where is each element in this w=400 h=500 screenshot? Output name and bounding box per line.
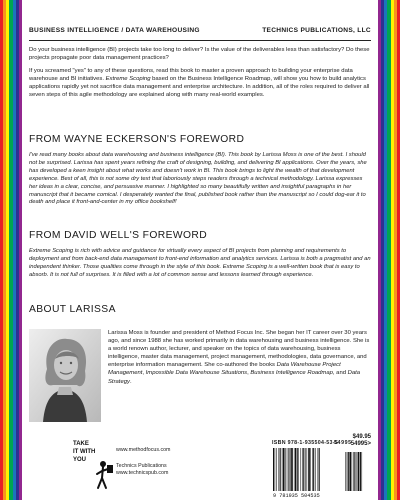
book-title-emphasis: Extreme Scoping [105, 76, 151, 82]
about-separator-2: , [247, 370, 251, 377]
barcode-bar [290, 448, 291, 491]
header-bar [29, 27, 371, 41]
barcode-bar [307, 448, 308, 491]
barcode-bar [302, 448, 303, 491]
barcode-bar [308, 448, 310, 491]
isbn-label: ISBN 978-1-935504-53-5 [272, 440, 339, 446]
barcode-addon-bar [358, 452, 360, 491]
barcode-digits: 9 781935 504535 [273, 493, 320, 499]
publisher-name: Technics Publications [116, 462, 167, 469]
logo-line-3: YOU [73, 457, 87, 463]
barcode-bar [315, 448, 316, 491]
author-photo [29, 329, 101, 422]
barcode-bar [318, 448, 319, 491]
barcode-bar [313, 448, 314, 491]
intro-paragraph-1: Do your business intelligence (BI) projects take too long to deliver? Is the value of the deliverables less than satisfactory? Do these projects propagate poor data management practices? [29, 47, 370, 61]
price: $49.95 [352, 434, 371, 440]
barcode-addon-bar [360, 452, 361, 491]
barcode-addon-bar [357, 452, 358, 491]
foreword-2-text: Extreme Scoping is rich with advice and guidance for virtually every aspect of BI projects from planning and requirements to deployment and from back-end data management to front-end information and analytics services. Larissa is both a pragmatist and an independent thinker. Those qualities come through in the style of this book. Extreme Scoping is a well-written book that is easy to absorb. It is not full of surprises. It is filled with a lot of common sense and lessons learned through experience. [29, 248, 371, 278]
barcode-addon-bar [362, 452, 363, 491]
barcode-addon-bar [349, 452, 351, 491]
about-separator-3: , and [332, 370, 348, 377]
barcode-bar [273, 448, 274, 491]
barcode-addon-bar [347, 452, 348, 491]
barcode-bar [312, 448, 313, 491]
back-cover-page [29, 0, 371, 500]
about-bio: Larissa Moss is founder and president of Method Focus Inc. She began her IT career over 30 years ago, and since 1988 she has worked primarily in data warehousing and business intelligence. She is a world renown author, lecturer, and speaker on the topics of data warehousing, business intelligence, master data management, project management, methodologies, data governance, and enterprise information management. She co-authored the books [108, 330, 370, 369]
about-heading: ABOUT LARISSA [29, 304, 116, 315]
price-block [351, 434, 371, 448]
barcode-bar [303, 448, 304, 491]
barcode-addon-code: 54995 [334, 440, 352, 446]
intro-text-b: based on the Business Intelligence Roadmap, will show you how to build analytics applications rapidly yet not sacrifice data management and enterprise architecture. In addition, all of the roles required to deliver all seven steps of this agile methodology are explained along with many real-world examples. [29, 76, 370, 98]
barcode-bar [297, 448, 298, 491]
logo-line-1: TAKE [73, 441, 89, 447]
book-title-3: Business Intelligence Roadmap [250, 370, 333, 377]
barcode-addon-bar [353, 452, 354, 491]
logo-line-2: IT WITH [73, 449, 96, 455]
barcode-bar [276, 448, 277, 491]
barcode-bar [298, 448, 299, 491]
take-it-with-you-logo [69, 436, 115, 490]
barcode-bar [275, 448, 276, 491]
book-title-2: Impossible Data Warehouse Situations [145, 370, 248, 377]
price-code: 54995> [350, 441, 371, 447]
about-end: . [129, 378, 132, 385]
barcode-addon-bar [345, 452, 346, 491]
intro-text-a: If you screamed "yes" to any of these questions, read this book to master a proven approach to building your enterprise data warehouse and BI initiatives. [29, 68, 353, 82]
barcode-bar [282, 448, 283, 491]
intro-section [29, 46, 371, 104]
barcode-bar [301, 448, 302, 491]
color-stripe [19, 0, 22, 500]
barcode-addon-bar [352, 452, 353, 491]
foreword-1-text: I've read many books about data warehousing and business intelligence (BI). This book by Larissa Moss is one of the best. I should not be surprised. Larissa has spent years refining the craft of designing, building, and delivering BI applications. Over the years, she has developed a keen insight about what works and doesn't work in BI. This book brings to light the wealth of that development experience. Best of all, this is not some dry text that laboriously steps readers through a technical methodology. Larissa expresses her ideas in a clear, concise, and persuasive manner. I highlighted so many beautifully written and insightful paragraphs in her manuscript that it became comical. I desperately wanted the final, published book rather than the manuscript so I could dog-ear it to death and place it front-and-center in my office bookshelf! [29, 152, 367, 206]
barcode-bar [279, 448, 280, 491]
header-rule [29, 40, 371, 41]
book-title-1: Data Warehouse Project Management [108, 362, 341, 377]
publisher-website[interactable]: www.technicspub.com [116, 470, 169, 476]
barcode-bar [294, 448, 295, 491]
barcode-bar [291, 448, 293, 491]
barcode-bar [319, 448, 320, 491]
barcode-bar [310, 448, 311, 491]
barcode-bar [285, 448, 286, 491]
barcode-bar [287, 448, 288, 491]
footer-links [116, 447, 170, 478]
author-website[interactable]: www.methodfocus.com [116, 447, 171, 453]
right-color-stripes [378, 0, 400, 500]
intro-paragraph-2 [29, 67, 371, 99]
barcode-bar [295, 448, 296, 491]
foreword-1-heading: FROM WAYNE ECKERSON'S FOREWORD [29, 134, 245, 145]
barcode-addon-bar [348, 452, 349, 491]
about-text [108, 329, 371, 386]
foreword-2-heading: FROM DAVID WELL'S FOREWORD [29, 230, 208, 241]
barcode-bar [283, 448, 285, 491]
barcode-bar [280, 448, 281, 491]
publisher-label: TECHNICS PUBLICATIONS, LLC [262, 27, 371, 34]
category-label: BUSINESS INTELLIGENCE / DATA WAREHOUSING [29, 27, 200, 34]
barcode-addon-bar [354, 452, 355, 491]
barcode-bar [305, 448, 306, 491]
barcode-bar [288, 448, 289, 491]
isbn-barcode [271, 447, 371, 499]
left-color-stripes [0, 0, 22, 500]
about-separator-1: , [142, 370, 146, 377]
book-title-4: Data Strategy [108, 370, 361, 385]
